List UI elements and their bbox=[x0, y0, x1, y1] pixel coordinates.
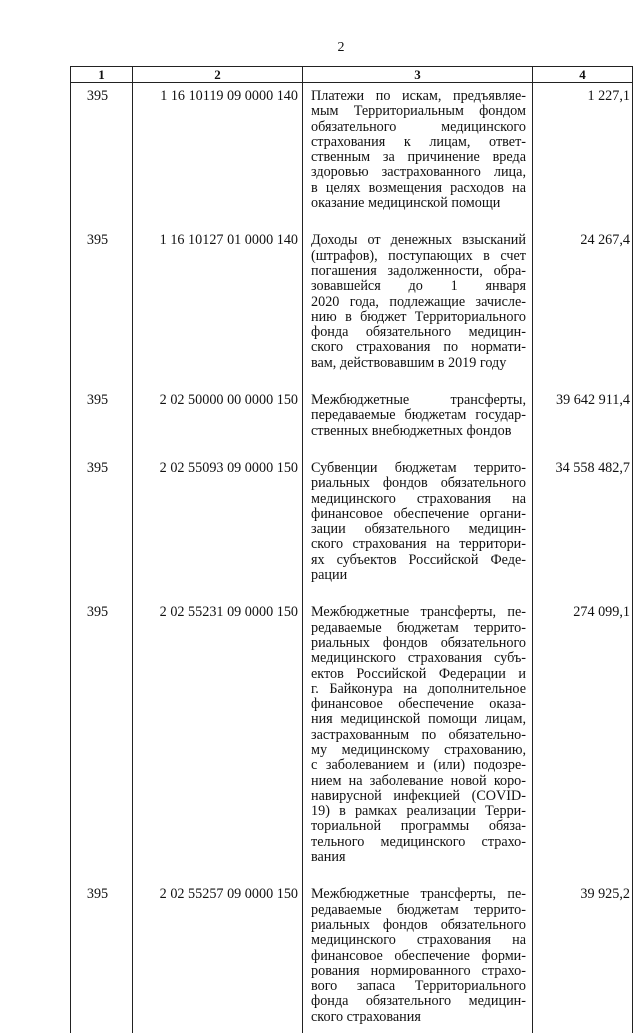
description-line: нию в бюджет Территориального bbox=[311, 310, 526, 325]
description-line: погашения задолженности, обра- bbox=[311, 264, 526, 279]
column-header: 4 bbox=[533, 67, 633, 83]
table-filler-cell bbox=[133, 1025, 303, 1033]
budget-code: 2 02 55093 09 0000 150 bbox=[133, 439, 303, 583]
table-filler-cell bbox=[533, 1025, 633, 1033]
table-header-row bbox=[71, 67, 633, 83]
revenue-description bbox=[303, 439, 533, 583]
description-line: Платежи по искам, предъявляе- bbox=[311, 89, 526, 104]
table-body bbox=[71, 83, 633, 1033]
description-line: Межбюджетные трансферты, пе- bbox=[311, 605, 526, 620]
amount: 24 267,4 bbox=[533, 211, 633, 371]
revenue-table bbox=[70, 66, 633, 1033]
description-line: риальных фондов обязательного bbox=[311, 918, 526, 933]
description-line: фонда обязательного медицин- bbox=[311, 325, 526, 340]
table-filler-cell bbox=[71, 1025, 133, 1033]
description-line: медицинского страхования на bbox=[311, 933, 526, 948]
budget-code: 2 02 55231 09 0000 150 bbox=[133, 583, 303, 865]
description-line: ского страхования на территори- bbox=[311, 537, 526, 552]
description-line: вания bbox=[311, 850, 526, 865]
budget-code: 1 16 10119 09 0000 140 bbox=[133, 83, 303, 212]
description-line: ектов Российской Федерации и bbox=[311, 667, 526, 682]
description-line: нием на заболевание новой коро- bbox=[311, 774, 526, 789]
description-line: тельного медицинского страхо- bbox=[311, 835, 526, 850]
row-number: 395 bbox=[71, 371, 133, 439]
table-row bbox=[71, 83, 633, 212]
table-filler-cell bbox=[303, 1025, 533, 1033]
revenue-description bbox=[303, 211, 533, 371]
description-line: с заболеванием и (или) подозре- bbox=[311, 758, 526, 773]
description-line: ского страхования по нормати- bbox=[311, 340, 526, 355]
description-line: Межбюджетные трансферты, пе- bbox=[311, 887, 526, 902]
description-line: ственным за причинение вреда bbox=[311, 150, 526, 165]
description-line: му медицинскому страхованию, bbox=[311, 743, 526, 758]
description-line: ях субъектов Российской Феде- bbox=[311, 553, 526, 568]
description-line: финансовое обеспечение органи- bbox=[311, 507, 526, 522]
revenue-description bbox=[303, 583, 533, 865]
amount: 39 925,2 bbox=[533, 865, 633, 1025]
description-line: здоровью застрахованного лица, bbox=[311, 165, 526, 180]
description-line: зовавшейся до 1 января bbox=[311, 279, 526, 294]
description-line: ского страхования bbox=[311, 1010, 526, 1025]
description-line: риальных фондов обязательного bbox=[311, 636, 526, 651]
description-line: рации bbox=[311, 568, 526, 583]
description-line: фонда обязательного медицин- bbox=[311, 994, 526, 1009]
description-line: Межбюджетные трансферты, bbox=[311, 393, 526, 408]
description-line: 2020 года, подлежащие зачисле- bbox=[311, 295, 526, 310]
description-line: финансовое обеспечение форми- bbox=[311, 949, 526, 964]
description-line: редаваемые бюджетам террито- bbox=[311, 903, 526, 918]
description-line: редаваемые бюджетам террито- bbox=[311, 621, 526, 636]
description-line: медицинского страхования субъ- bbox=[311, 651, 526, 666]
description-line: навирусной инфекцией (COVID- bbox=[311, 789, 526, 804]
description-line: 19) в рамках реализации Терри- bbox=[311, 804, 526, 819]
column-header: 3 bbox=[303, 67, 533, 83]
column-header: 1 bbox=[71, 67, 133, 83]
table-filler-row bbox=[71, 1025, 633, 1033]
description-line: страхования к лицам, ответ- bbox=[311, 135, 526, 150]
row-number: 395 bbox=[71, 583, 133, 865]
table-row bbox=[71, 371, 633, 439]
description-line: ния медицинской помощи лицам, bbox=[311, 712, 526, 727]
description-line: рования нормированного страхо- bbox=[311, 964, 526, 979]
column-header: 2 bbox=[133, 67, 303, 83]
description-line: застрахованным по обязательно- bbox=[311, 728, 526, 743]
row-number: 395 bbox=[71, 439, 133, 583]
table-row bbox=[71, 583, 633, 865]
amount: 34 558 482,7 bbox=[533, 439, 633, 583]
description-line: мым Территориальным фондом bbox=[311, 104, 526, 119]
budget-code: 1 16 10127 01 0000 140 bbox=[133, 211, 303, 371]
description-line: передаваемые бюджетам государ- bbox=[311, 408, 526, 423]
budget-code: 2 02 55257 09 0000 150 bbox=[133, 865, 303, 1025]
revenue-description bbox=[303, 865, 533, 1025]
row-number: 395 bbox=[71, 83, 133, 212]
description-line: ториальной программы обяза- bbox=[311, 819, 526, 834]
description-line: г. Байконура на дополнительное bbox=[311, 682, 526, 697]
amount: 39 642 911,4 bbox=[533, 371, 633, 439]
description-line: вам, действовавшим в 2019 году bbox=[311, 356, 526, 371]
row-number: 395 bbox=[71, 211, 133, 371]
description-line: ственных внебюджетных фондов bbox=[311, 424, 526, 439]
description-line: риальных фондов обязательного bbox=[311, 476, 526, 491]
row-number: 395 bbox=[71, 865, 133, 1025]
revenue-description bbox=[303, 83, 533, 212]
description-line: обязательного медицинского bbox=[311, 120, 526, 135]
description-line: оказание медицинской помощи bbox=[311, 196, 526, 211]
description-line: Доходы от денежных взысканий bbox=[311, 233, 526, 248]
amount: 1 227,1 bbox=[533, 83, 633, 212]
description-line: (штрафов), поступающих в счет bbox=[311, 249, 526, 264]
budget-code: 2 02 50000 00 0000 150 bbox=[133, 371, 303, 439]
description-line: медицинского страхования на bbox=[311, 492, 526, 507]
table-row bbox=[71, 865, 633, 1025]
description-line: Субвенции бюджетам террито- bbox=[311, 461, 526, 476]
revenue-description bbox=[303, 371, 533, 439]
description-line: финансовое обеспечение оказа- bbox=[311, 697, 526, 712]
table-row bbox=[71, 439, 633, 583]
description-line: вого запаса Территориального bbox=[311, 979, 526, 994]
page-number: 2 bbox=[0, 40, 640, 56]
description-line: зации обязательного медицин- bbox=[311, 522, 526, 537]
amount: 274 099,1 bbox=[533, 583, 633, 865]
table-row bbox=[71, 211, 633, 371]
description-line: в целях возмещения расходов на bbox=[311, 181, 526, 196]
